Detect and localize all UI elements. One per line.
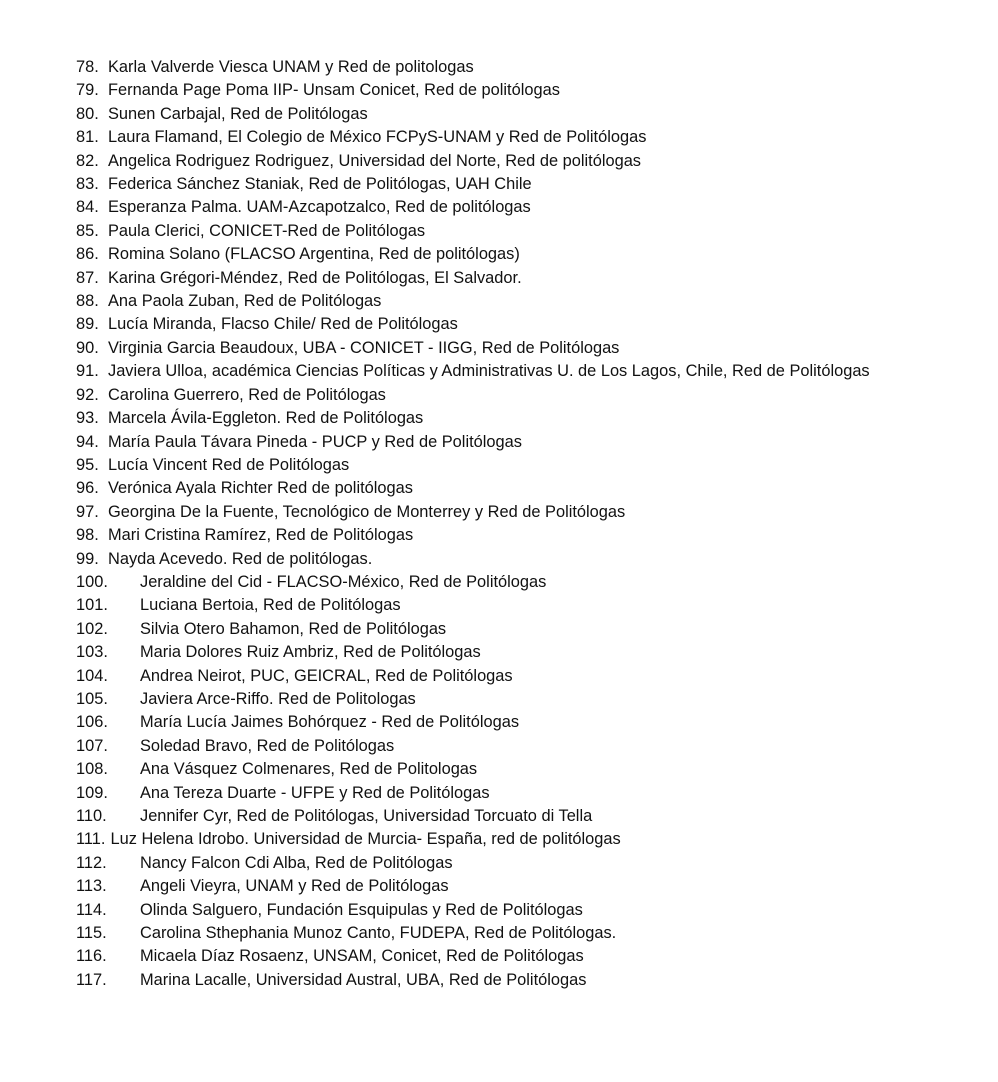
- item-text: Angelica Rodriguez Rodriguez, Universidad del Norte, Red de politólogas: [108, 151, 641, 170]
- list-item: [76, 56, 896, 79]
- item-text: Marina Lacalle, Universidad Austral, UBA, Red de Politólogas: [140, 970, 587, 989]
- item-text: Carolina Guerrero, Red de Politólogas: [108, 385, 386, 404]
- item-number: 93.: [76, 409, 99, 428]
- item-number: 91.: [76, 362, 99, 381]
- item-number: 110.: [76, 807, 107, 825]
- item-text: Marcela Ávila-Eggleton. Red de Politólogas: [108, 409, 424, 428]
- list-item: [76, 665, 896, 688]
- item-text: Jeraldine del Cid - FLACSO-México, Red de Politólogas: [140, 572, 547, 591]
- item-number: 102.: [76, 619, 108, 638]
- item-text: Nancy Falcon Cdi Alba, Red de Politólogas: [140, 853, 453, 872]
- list-item: [76, 103, 896, 126]
- item-text: Federica Sánchez Staniak, Red de Politólogas, UAH Chile: [108, 175, 532, 194]
- item-text: Javiera Arce-Riffo. Red de Politologas: [140, 689, 416, 708]
- list-item: [76, 384, 896, 407]
- item-text: Luz Helena Idrobo. Universidad de Murcia- España, red de politólogas: [110, 830, 621, 849]
- list-item: [76, 922, 896, 945]
- item-number: 86.: [76, 245, 99, 264]
- item-number: 105.: [76, 689, 108, 708]
- item-text: Virginia Garcia Beaudoux, UBA - CONICET - IIGG, Red de Politólogas: [108, 338, 620, 357]
- list-item: [76, 852, 896, 875]
- list-item: [76, 173, 896, 196]
- list-item: [76, 805, 896, 828]
- list-item: [76, 150, 896, 173]
- item-text: Maria Dolores Ruiz Ambriz, Red de Politólogas: [140, 643, 481, 662]
- item-number: 96.: [76, 479, 99, 498]
- list-item: [76, 360, 896, 383]
- item-number: 92.: [76, 385, 99, 404]
- list-item: [76, 524, 896, 547]
- item-text: Paula Clerici, CONICET-Red de Politólogas: [108, 221, 426, 240]
- item-text: Lucía Vincent Red de Politólogas: [108, 455, 350, 474]
- item-number: 112.: [76, 853, 107, 872]
- item-number: 113.: [76, 877, 107, 896]
- item-number: 100.: [76, 572, 108, 591]
- item-text: Carolina Sthephania Munoz Canto, FUDEPA, Red de Politólogas.: [140, 924, 617, 943]
- item-text: Luciana Bertoia, Red de Politólogas: [140, 596, 401, 615]
- list-item: [76, 501, 896, 524]
- list-item: [76, 688, 896, 711]
- item-number: 109.: [76, 783, 108, 802]
- item-number: 95.: [76, 455, 99, 474]
- item-text: Georgina De la Fuente, Tecnológico de Monterrey y Red de Politólogas: [108, 502, 626, 521]
- list-item: [76, 220, 896, 243]
- item-number: 107.: [76, 736, 108, 755]
- item-number: 104.: [76, 666, 108, 685]
- list-item: [76, 782, 896, 805]
- list-item: [76, 313, 896, 336]
- list-item: [76, 243, 896, 266]
- item-number: 83.: [76, 175, 99, 194]
- item-number: 114.: [76, 900, 107, 919]
- item-text: Karina Grégori-Méndez, Red de Politólogas, El Salvador.: [108, 268, 522, 287]
- list-item: [76, 454, 896, 477]
- list-item: [76, 735, 896, 758]
- item-number: 78.: [76, 58, 99, 76]
- item-number: 81.: [76, 128, 99, 147]
- item-text: Ana Tereza Duarte - UFPE y Red de Politólogas: [140, 783, 490, 802]
- list-item: [76, 618, 896, 641]
- list-item: [76, 969, 896, 992]
- list-item: [76, 337, 896, 360]
- list-item: [76, 407, 896, 430]
- item-number: 85.: [76, 221, 99, 240]
- item-text: Verónica Ayala Richter Red de politólogas: [108, 479, 413, 498]
- item-number: 106.: [76, 713, 108, 732]
- list-item: [76, 126, 896, 149]
- item-text: Esperanza Palma. UAM-Azcapotzalco, Red de politólogas: [108, 198, 531, 217]
- item-text: Ana Paola Zuban, Red de Politólogas: [108, 292, 382, 311]
- list-item: [76, 899, 896, 922]
- item-text: Laura Flamand, El Colegio de México FCPyS-UNAM y Red de Politólogas: [108, 128, 647, 147]
- list-item: [76, 196, 896, 219]
- item-number: 97.: [76, 502, 99, 521]
- list-item: [76, 828, 896, 851]
- list-item: [76, 711, 896, 734]
- item-text: Sunen Carbajal, Red de Politólogas: [108, 104, 368, 123]
- item-number: 111.: [76, 830, 106, 849]
- item-text: María Paula Távara Pineda - PUCP y Red de Politólogas: [108, 432, 522, 451]
- item-text: Soledad Bravo, Red de Politólogas: [140, 736, 395, 755]
- item-text: Andrea Neirot, PUC, GEICRAL, Red de Politólogas: [140, 666, 513, 685]
- list-item: [76, 641, 896, 664]
- item-text: Javiera Ulloa, académica Ciencias Políticas y Administrativas U. de Los Lagos, Chile, Red de Politólogas: [108, 362, 870, 381]
- item-number: 99.: [76, 549, 99, 568]
- list-item: [76, 594, 896, 617]
- item-text: María Lucía Jaimes Bohórquez - Red de Politólogas: [140, 713, 520, 732]
- list-item: [76, 548, 896, 571]
- item-text: Fernanda Page Poma IIP- Unsam Conicet, Red de politólogas: [108, 81, 560, 100]
- item-text: Angeli Vieyra, UNAM y Red de Politólogas: [140, 877, 449, 896]
- item-number: 90.: [76, 338, 99, 357]
- item-number: 79.: [76, 81, 99, 100]
- item-text: Micaela Díaz Rosaenz, UNSAM, Conicet, Red de Politólogas: [140, 947, 584, 966]
- list-item: [76, 79, 896, 102]
- item-text: Nayda Acevedo. Red de politólogas.: [108, 549, 373, 568]
- list-item: [76, 875, 896, 898]
- list-item: [76, 290, 896, 313]
- item-number: 108.: [76, 760, 108, 779]
- item-text: Romina Solano (FLACSO Argentina, Red de politólogas): [108, 245, 520, 264]
- item-number: 88.: [76, 292, 99, 311]
- item-number: 117.: [76, 970, 107, 989]
- item-text: Mari Cristina Ramírez, Red de Politólogas: [108, 526, 414, 545]
- item-number: 98.: [76, 526, 99, 545]
- item-number: 84.: [76, 198, 99, 217]
- item-text: Ana Vásquez Colmenares, Red de Politologas: [140, 760, 478, 779]
- signatory-list: [76, 56, 896, 992]
- item-text: Jennifer Cyr, Red de Politólogas, Universidad Torcuato di Tella: [140, 807, 593, 825]
- item-text: Karla Valverde Viesca UNAM y Red de politologas: [108, 58, 474, 76]
- item-number: 116.: [76, 947, 107, 966]
- item-number: 87.: [76, 268, 99, 287]
- item-text: Lucía Miranda, Flacso Chile/ Red de Politólogas: [108, 315, 458, 334]
- item-number: 94.: [76, 432, 99, 451]
- list-item: [76, 758, 896, 781]
- list-item: [76, 945, 896, 968]
- list-item: [76, 431, 896, 454]
- item-number: 80.: [76, 104, 99, 123]
- item-number: 115.: [76, 924, 107, 943]
- item-text: Olinda Salguero, Fundación Esquipulas y Red de Politólogas: [140, 900, 583, 919]
- item-number: 103.: [76, 643, 108, 662]
- item-number: 101.: [76, 596, 108, 615]
- item-number: 89.: [76, 315, 99, 334]
- item-number: 82.: [76, 151, 99, 170]
- list-item: [76, 267, 896, 290]
- list-item: [76, 571, 896, 594]
- list-item: [76, 477, 896, 500]
- item-text: Silvia Otero Bahamon, Red de Politólogas: [140, 619, 447, 638]
